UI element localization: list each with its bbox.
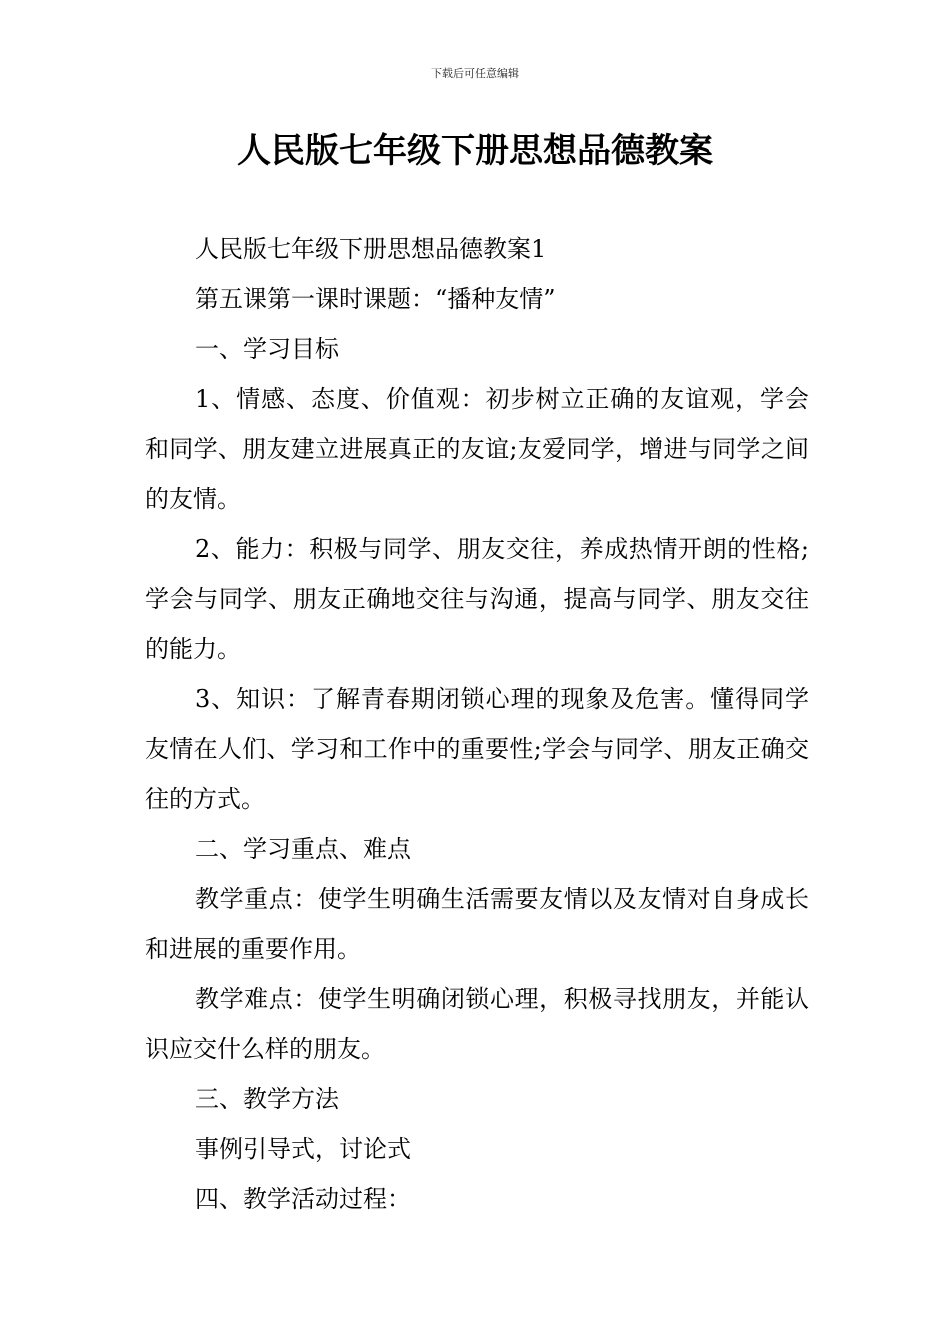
paragraph-methods: 事例引导式，讨论式 [195, 1135, 411, 1163]
heading-teaching-methods: 三、教学方法 [195, 1085, 339, 1113]
paragraph-goal-3: 3、知识：了解青春期闭锁心理的现象及危害。懂得同学友情在人们、学习和工作中的重要性;学会与同学、朋友正确交往的方式。 [145, 685, 809, 813]
paragraph-key-point: 教学重点：使学生明确生活需要友情以及友情对自身成长和进展的重要作用。 [145, 885, 809, 963]
paragraph-goal-2: 2、能力：积极与同学、朋友交往，养成热情开朗的性格;学会与同学、朋友正确地交往与沟通，提高与同学、朋友交往的能力。 [145, 535, 809, 663]
document-body [145, 224, 809, 1224]
paragraph-subtitle: 人民版七年级下册思想品德教案1 [195, 235, 547, 263]
heading-key-points: 二、学习重点、难点 [195, 835, 411, 863]
paragraph-difficult-point: 教学难点：使学生明确闭锁心理，积极寻找朋友，并能认识应交什么样的朋友。 [145, 985, 809, 1063]
paragraph-lesson-topic: 第五课第一课时课题：“播种友情” [195, 285, 556, 313]
paragraph-goal-1: 1、情感、态度、价值观：初步树立正确的友谊观，学会和同学、朋友建立进展真正的友谊;友爱同学，增进与同学之间的友情。 [145, 385, 809, 513]
document-title: 人民版七年级下册思想品德教案 [237, 131, 713, 171]
heading-learning-goals: 一、学习目标 [195, 335, 339, 363]
header-note: 下载后可任意编辑 [431, 67, 519, 80]
heading-teaching-process: 四、教学活动过程： [195, 1185, 411, 1213]
